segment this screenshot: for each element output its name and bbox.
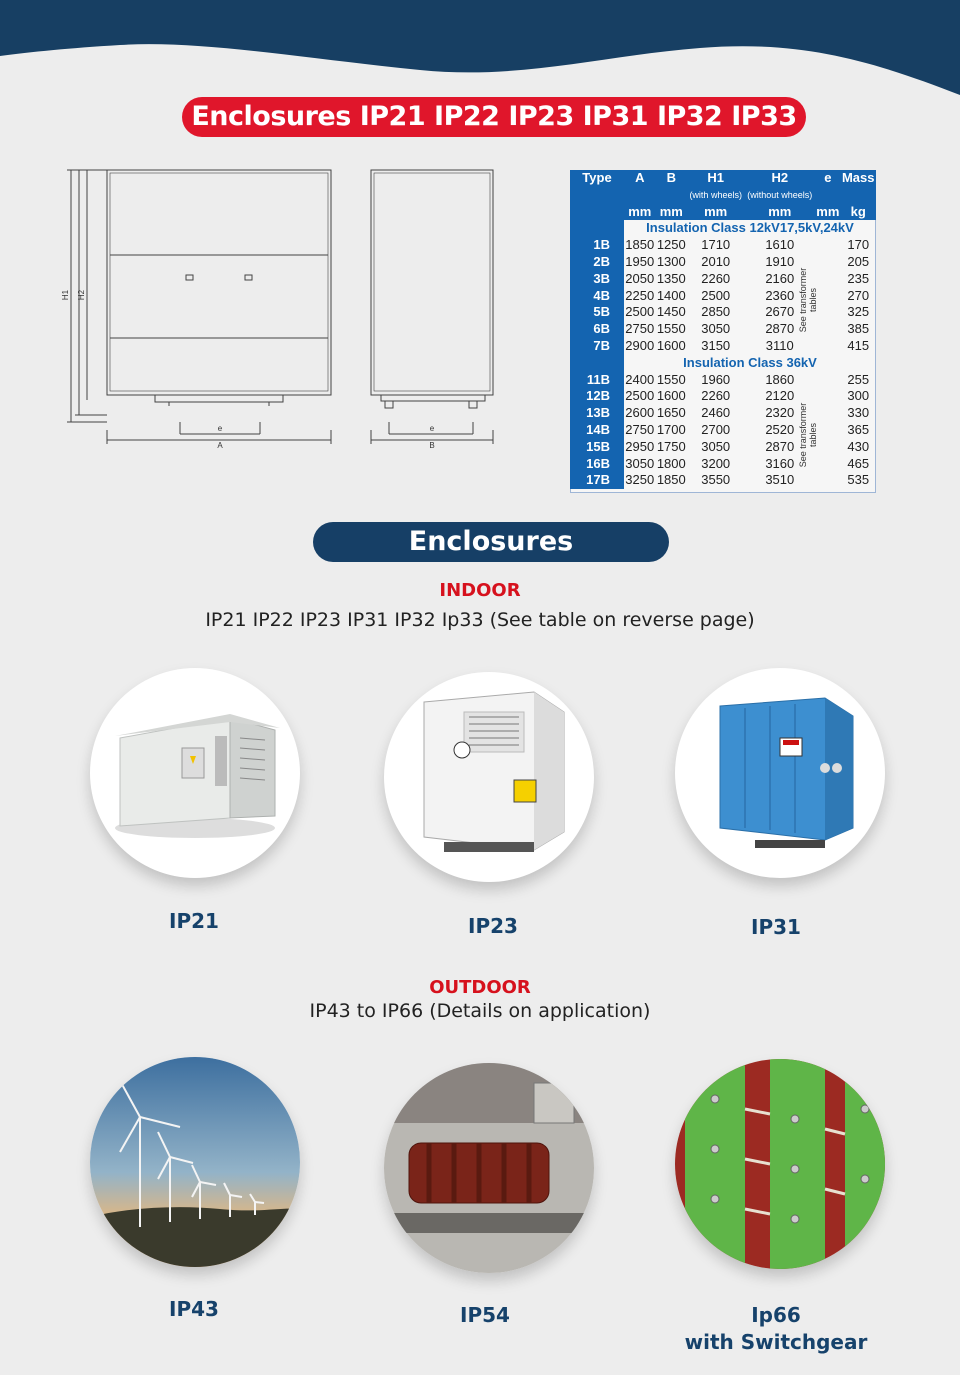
- table-type-cell: [570, 355, 624, 372]
- table-cell: 415: [847, 337, 870, 353]
- table-e-cell: [815, 237, 840, 254]
- table-type-cell: 4B: [570, 288, 624, 305]
- table-e-cell: [815, 456, 840, 473]
- table-section-row: [570, 355, 876, 372]
- table-cell: 300: [847, 388, 870, 404]
- table-cell: 2870: [765, 438, 795, 454]
- outdoor-label: OUTDOOR: [429, 977, 531, 998]
- table-cell: 2160: [765, 270, 795, 286]
- table-cell: 1600: [656, 388, 686, 404]
- table-cell: 2360: [765, 287, 795, 303]
- table-type-cell: 12B: [570, 388, 624, 405]
- section-title: Enclosures: [313, 522, 669, 562]
- table-cell: 2260: [701, 270, 731, 286]
- table-cell: 1950: [625, 253, 655, 269]
- table-section-label: Insulation Class 12kV17,5kV,24kV: [646, 220, 854, 236]
- table-cell: 3050: [625, 455, 655, 471]
- table-section-row: [570, 220, 876, 237]
- table-note-cell: (with wheels): [687, 187, 744, 204]
- table-cell: 365: [847, 421, 870, 437]
- table-cell: 1400: [656, 287, 686, 303]
- table-cell: 3050: [701, 321, 731, 337]
- table-note-cell: [570, 187, 624, 204]
- table-row: [570, 304, 876, 321]
- table-cell: 3250: [625, 472, 655, 488]
- table-unit-cell: mm: [744, 204, 815, 221]
- table-cell: 2750: [625, 321, 655, 337]
- table-cell: 3050: [701, 438, 731, 454]
- table-cell: 2320: [765, 405, 795, 421]
- table-cell: 2500: [701, 287, 731, 303]
- table-cell: 1700: [656, 421, 686, 437]
- indoor-description: IP21 IP22 IP23 IP31 IP32 Ip33 (See table on reverse page): [205, 609, 755, 631]
- table-header-cell: e: [815, 170, 840, 187]
- table-cell: 1850: [625, 237, 655, 253]
- table-e-cell: [815, 422, 840, 439]
- table-section-label: Insulation Class 36kV: [683, 354, 817, 370]
- indoor-label: INDOOR: [439, 580, 521, 601]
- table-cell: 1610: [765, 237, 795, 253]
- e-note-1: See transformer tables: [798, 267, 818, 333]
- ip31-caption: IP31: [751, 915, 801, 939]
- table-cell: 1550: [656, 371, 686, 387]
- table-cell: 2870: [765, 321, 795, 337]
- table-e-cell: [815, 271, 840, 288]
- dim-h2: H2: [77, 289, 86, 301]
- table-cell: 2050: [625, 270, 655, 286]
- table-header-row: [570, 170, 876, 187]
- ip66-photo: [675, 1059, 885, 1269]
- table-cell: 3550: [701, 472, 731, 488]
- table-type-cell: 17B: [570, 472, 624, 489]
- dim-h1: H1: [61, 289, 70, 301]
- enclosure-drawing: [55, 160, 505, 460]
- table-cell: 2010: [701, 253, 731, 269]
- table-e-cell: [815, 254, 840, 271]
- table-header-cell: H1: [687, 170, 744, 187]
- table-cell: 3150: [701, 337, 731, 353]
- header-wave: [0, 0, 960, 110]
- table-type-cell: [570, 220, 624, 237]
- table-cell: 2250: [625, 287, 655, 303]
- table-e-cell: [815, 304, 840, 321]
- table-row: [570, 372, 876, 389]
- table-cell: 1350: [656, 270, 686, 286]
- table-row: [570, 271, 876, 288]
- table-cell: 535: [847, 472, 870, 488]
- ip31-photo: [675, 668, 885, 878]
- table-row: [570, 388, 876, 405]
- dim-e-side: e: [429, 424, 435, 433]
- table-e-cell: [815, 372, 840, 389]
- table-header-cell: Type: [570, 170, 624, 187]
- dim-a: A: [217, 441, 223, 450]
- table-note-cell: (without wheels): [744, 187, 815, 204]
- table-cell: 430: [847, 438, 870, 454]
- table-cell: 2500: [625, 304, 655, 320]
- table-cell: 465: [847, 455, 870, 471]
- table-type-cell: 5B: [570, 304, 624, 321]
- table-cell: 1550: [656, 321, 686, 337]
- table-note-cell: [815, 187, 840, 204]
- table-units-row: [570, 204, 876, 221]
- table-cell: 2500: [625, 388, 655, 404]
- table-unit-cell: mm: [816, 203, 840, 219]
- table-cell: 2120: [765, 388, 795, 404]
- ip66-subcaption: with Switchgear: [684, 1330, 868, 1354]
- table-cell: 2670: [765, 304, 795, 320]
- table-e-cell: [815, 338, 840, 355]
- table-type-cell: 1B: [570, 237, 624, 254]
- table-type-cell: 2B: [570, 254, 624, 271]
- table-cell: 2700: [701, 421, 731, 437]
- table-cell: 2600: [625, 405, 655, 421]
- table-cell: 255: [847, 371, 870, 387]
- dim-b: B: [429, 441, 435, 450]
- ip54-photo: [384, 1063, 594, 1273]
- table-unit-cell: mm: [687, 204, 744, 221]
- table-e-cell: [815, 472, 840, 489]
- table-e-cell: [815, 388, 840, 405]
- table-row: [570, 422, 876, 439]
- table-row: [570, 237, 876, 254]
- ip66-caption: Ip66: [751, 1303, 801, 1327]
- table-note-cell: [624, 187, 656, 204]
- ip21-photo: [90, 668, 300, 878]
- table-cell: 1650: [656, 405, 686, 421]
- table-cell: 1910: [765, 253, 795, 269]
- e-note-2: See transformer tables: [798, 402, 818, 468]
- table-type-cell: 6B: [570, 321, 624, 338]
- table-cell: 1710: [701, 237, 731, 253]
- outdoor-description: IP43 to IP66 (Details on application): [309, 1000, 651, 1022]
- table-e-cell: [815, 405, 840, 422]
- table-e-cell: [815, 288, 840, 305]
- ip21-caption: IP21: [169, 909, 219, 933]
- table-cell: 1850: [656, 472, 686, 488]
- page-title: Enclosures IP21 IP22 IP23 IP31 IP32 IP33: [182, 97, 806, 137]
- table-cell: 325: [847, 304, 870, 320]
- table-type-cell: 14B: [570, 422, 624, 439]
- table-type-cell: 13B: [570, 405, 624, 422]
- table-note-cell: [840, 187, 876, 204]
- table-cell: 385: [847, 321, 870, 337]
- table-cell: 3160: [765, 455, 795, 471]
- table-cell: 1600: [656, 337, 686, 353]
- table-header-cell: H2: [744, 170, 815, 187]
- table-cell: 270: [847, 287, 870, 303]
- table-header-cell: A: [624, 170, 656, 187]
- table-cell: 2950: [625, 438, 655, 454]
- table-type-cell: 16B: [570, 456, 624, 473]
- table-row: [570, 338, 876, 355]
- table-cell: 2460: [701, 405, 731, 421]
- table-row: [570, 254, 876, 271]
- table-cell: 3510: [765, 472, 795, 488]
- table-cell: 330: [847, 405, 870, 421]
- table-row: [570, 456, 876, 473]
- ip23-photo: [384, 672, 594, 882]
- table-note-row: [570, 187, 876, 204]
- table-cell: 1750: [656, 438, 686, 454]
- table-cell: 1960: [701, 371, 731, 387]
- table-cell: 2900: [625, 337, 655, 353]
- table-cell: 2260: [701, 388, 731, 404]
- table-row: [570, 439, 876, 456]
- table-unit-cell: mm: [624, 204, 656, 221]
- table-header-cell: Mass: [841, 170, 875, 185]
- ip43-caption: IP43: [169, 1297, 219, 1321]
- table-cell: 2520: [765, 421, 795, 437]
- table-header-cell: B: [656, 170, 688, 187]
- table-type-cell: 15B: [570, 439, 624, 456]
- ip43-photo: [90, 1057, 300, 1267]
- table-cell: 3200: [701, 455, 731, 471]
- table-row: [570, 288, 876, 305]
- table-type-cell: 3B: [570, 271, 624, 288]
- table-unit-cell: kg: [840, 204, 876, 221]
- table-cell: 1800: [656, 455, 686, 471]
- table-cell: 1300: [656, 253, 686, 269]
- table-cell: 1450: [656, 304, 686, 320]
- table-row: [570, 321, 876, 338]
- table-cell: 2750: [625, 421, 655, 437]
- table-type-cell: 7B: [570, 338, 624, 355]
- table-cell: 170: [847, 237, 870, 253]
- table-row: [570, 472, 876, 489]
- table-type-cell: 11B: [570, 372, 624, 389]
- table-cell: 205: [847, 253, 870, 269]
- ip54-caption: IP54: [460, 1303, 510, 1327]
- table-e-cell: [815, 439, 840, 456]
- table-cell: 235: [847, 270, 870, 286]
- table-cell: 2400: [625, 371, 655, 387]
- ip23-caption: IP23: [468, 914, 518, 938]
- table-note-cell: [656, 187, 688, 204]
- spec-table: [570, 170, 876, 489]
- table-unit-cell: [570, 204, 624, 221]
- table-row: [570, 405, 876, 422]
- table-e-cell: [815, 321, 840, 338]
- table-cell: 2850: [701, 304, 731, 320]
- table-cell: 1250: [656, 237, 686, 253]
- table-cell: 3110: [765, 337, 794, 353]
- table-unit-cell: mm: [656, 204, 688, 221]
- dim-e-front: e: [217, 424, 223, 433]
- table-cell: 1860: [765, 371, 795, 387]
